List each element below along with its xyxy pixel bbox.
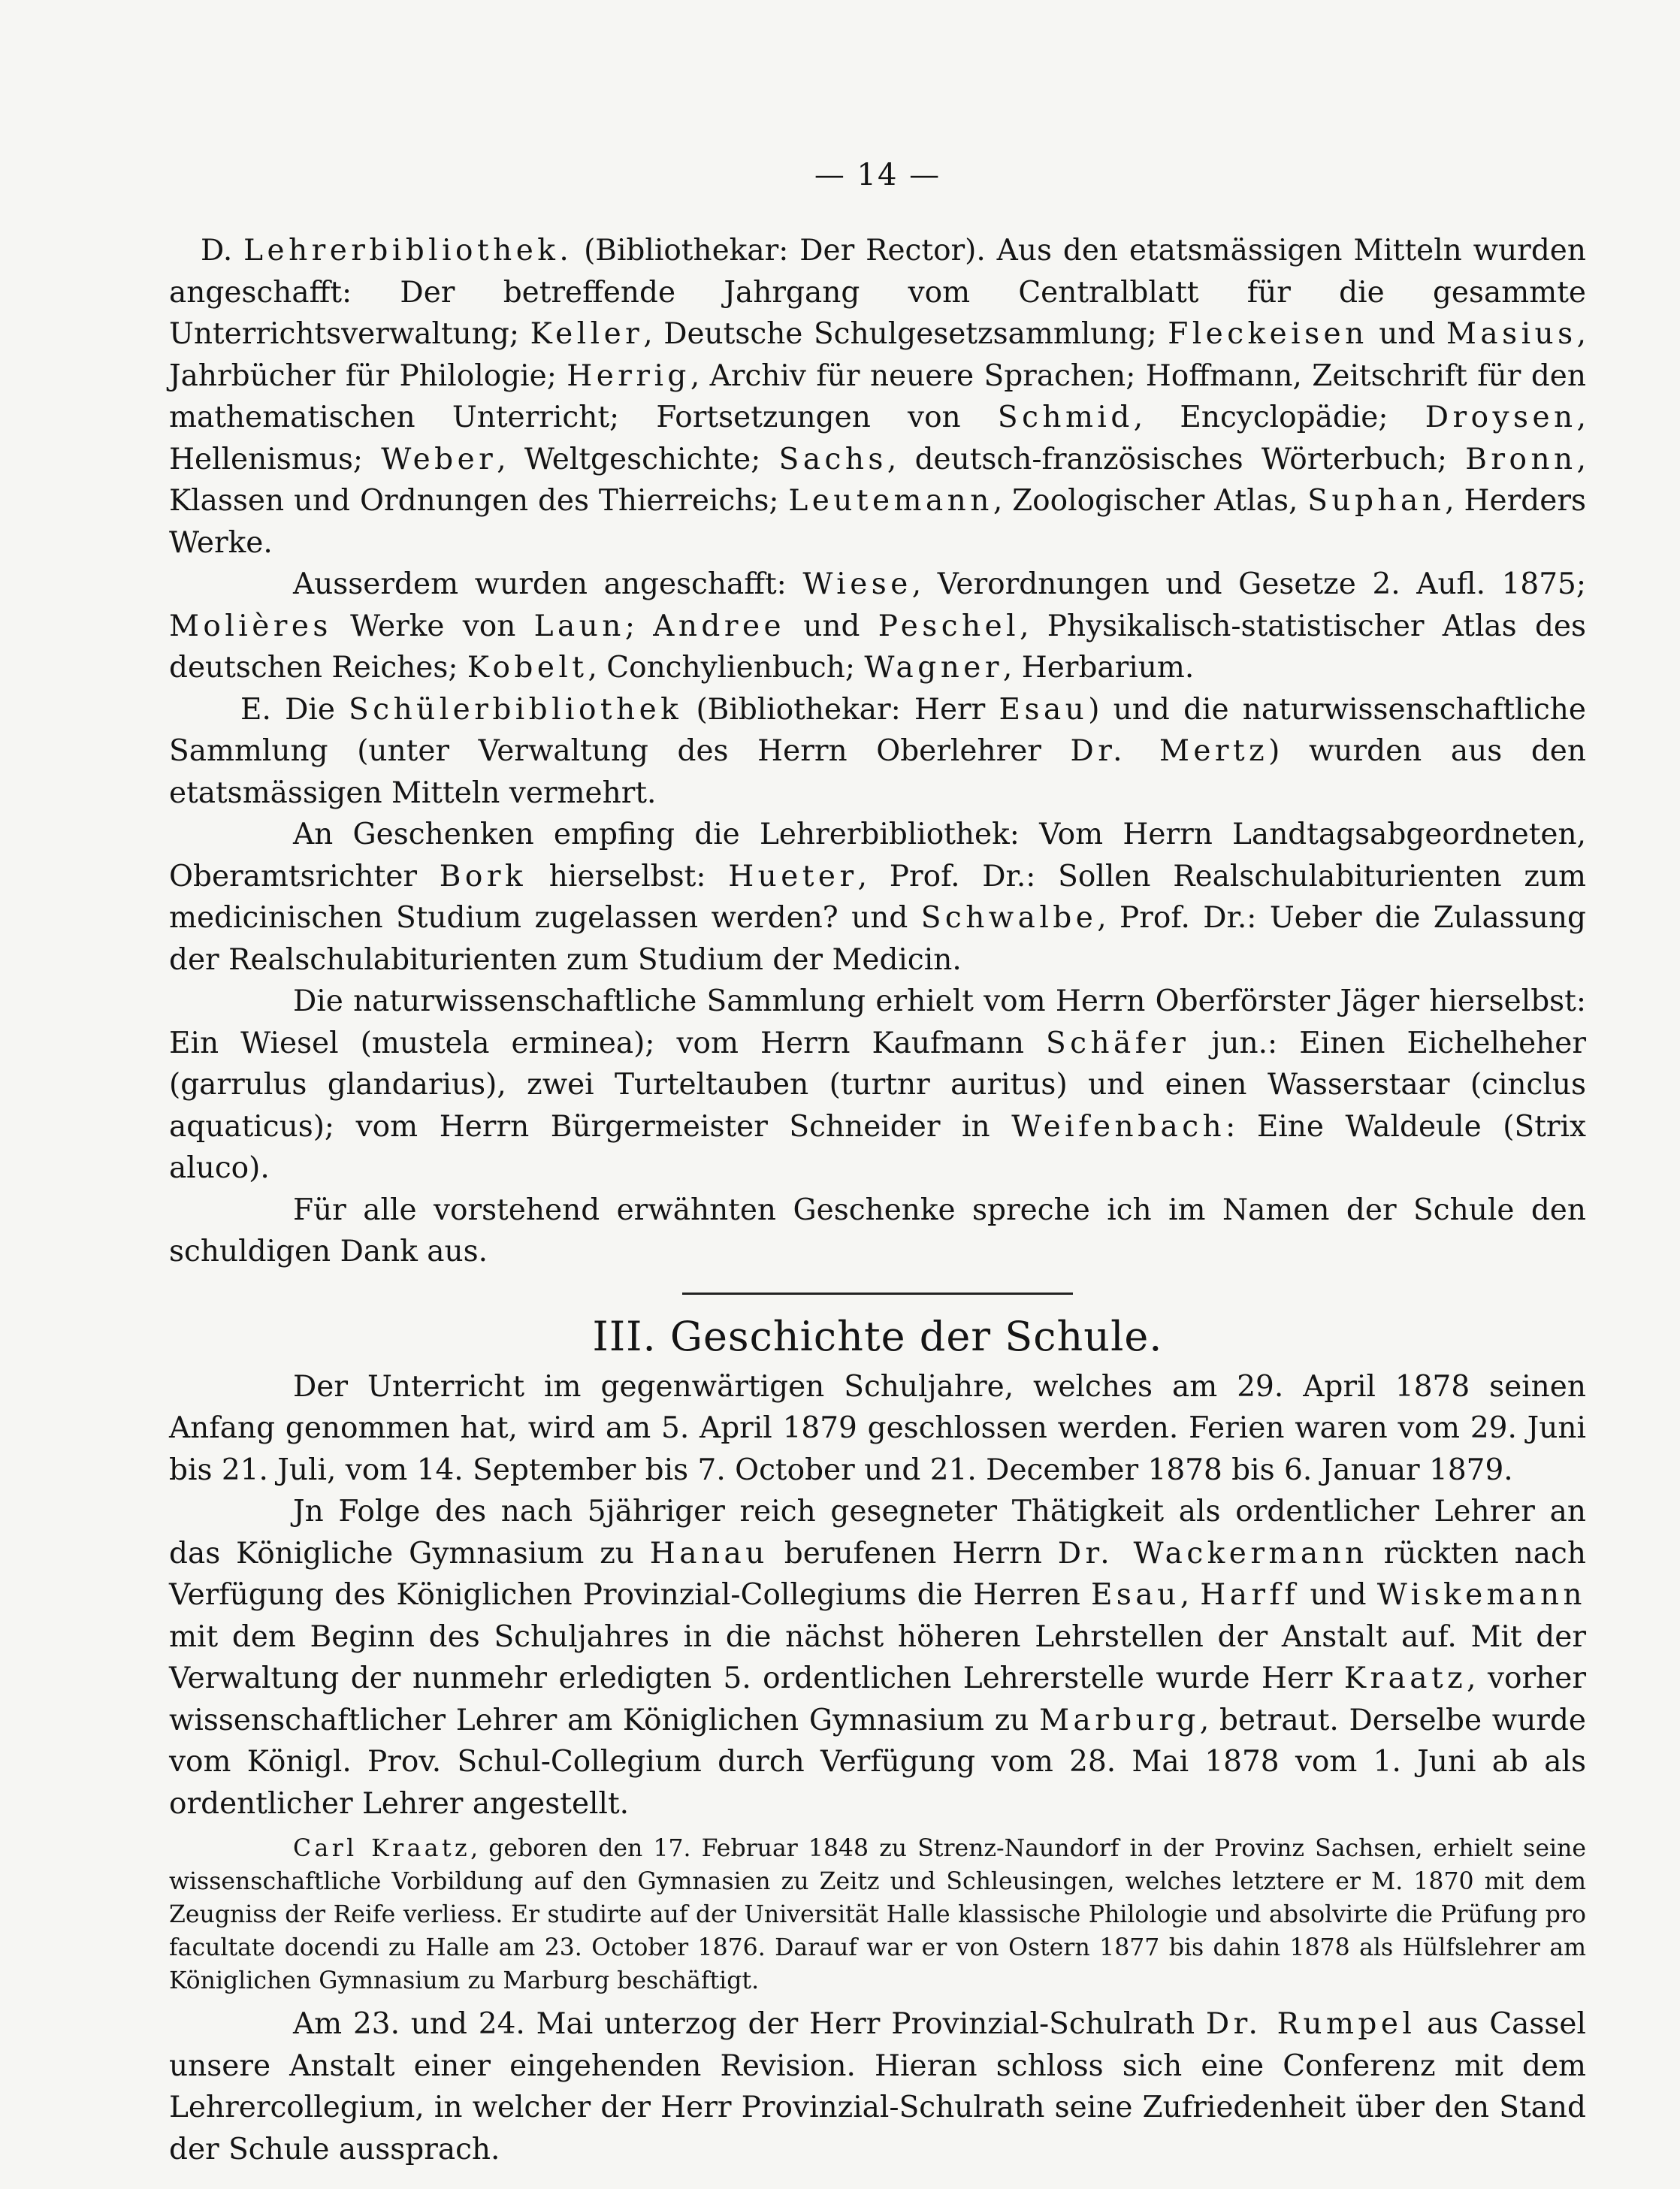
name-masius: Masius	[1446, 317, 1577, 351]
name-esau-2: Esau	[1091, 1578, 1180, 1612]
name-keller: Keller	[530, 317, 644, 351]
name-hanau: Hanau	[649, 1536, 769, 1571]
name-kraatz: Kraatz	[1343, 1661, 1467, 1695]
name-molieres: Molières	[169, 609, 332, 643]
name-droysen: Droysen	[1425, 401, 1577, 434]
staff-changes-paragraph: Jn Folge des nach 5jähriger reich gesegneter Thätigkeit als ordentlicher Lehrer an das Königliche Gymnasium zu Hanau berufenen Herrn Dr. Wackermann rückten nach Verfügung des Königlichen Provinzial-Collegiums die Herren Esau, Harff und Wiskemann mit dem Beginn des Schuljahres in die nächst höheren Lehrstellen der Anstalt auf. Mit der Verwaltung der nunmehr erledigten 5. ordentlichen Lehrerstelle wurde Herr Kraatz, vorher wissenschaftlicher Lehrer am Königlichen Gymnasium zu Marburg, betraut. Derselbe wurde vom Königl. Prov. Schul-Collegium durch Verfügung vom 28. Mai 1878 vom 1. Juni ab als ordentlicher Lehrer angestellt.	[169, 1495, 1586, 1821]
section-d-heading: Lehrerbibliothek.	[243, 234, 573, 268]
name-kobelt: Kobelt	[467, 651, 588, 685]
name-sachs: Sachs	[778, 442, 887, 476]
revision-paragraph: Am 23. und 24. Mai unterzog der Herr Provinzial-Schulrath Dr. Rumpel aus Cassel unsere Anstalt einer eingehenden Revision. Hieran schloss sich eine Conferenz mit dem Lehrercollegium, in welcher der Herr Provinzial-Schulrath seine Zufriedenheit über den Stand der Schule aussprach.	[169, 2007, 1586, 2166]
name-fleckeisen: Fleckeisen	[1168, 317, 1368, 351]
name-leutemann: Leutemann	[788, 484, 993, 518]
name-laun: Laun	[533, 609, 625, 643]
name-weber: Weber	[381, 442, 497, 476]
name-mertz: Dr. Mertz	[1070, 734, 1269, 768]
name-wiese: Wiese	[802, 567, 912, 601]
section-divider	[682, 1293, 1073, 1295]
name-peschel: Peschel	[878, 609, 1020, 643]
name-wiskemann: Wiskemann	[1376, 1578, 1586, 1612]
section-iii-title: III. Geschichte der Schule.	[592, 1312, 1163, 1360]
page-number: — 14 —	[814, 158, 941, 192]
name-esau: Esau	[999, 692, 1089, 727]
name-schaefer: Schäfer	[1045, 1026, 1190, 1060]
section-d-label: D.	[201, 234, 233, 268]
name-hoffmann: Hoffmann	[1145, 358, 1293, 393]
name-harff: Harff	[1200, 1578, 1300, 1612]
name-marburg: Marburg	[1039, 1703, 1200, 1737]
section-e-paragraph: E. Die Schülerbibliothek (Bibliothekar: Herr Esau) und die naturwissenschaftliche Sammlung (unter Verwaltung des Herrn Oberlehrer Dr. Mertz) wurden aus den etatsmässigen Mitteln vermehrt.	[169, 692, 1587, 810]
name-weifenbach: Weifenbach	[1011, 1109, 1226, 1144]
biography-note: Carl Kraatz, geboren den 17. Februar 1848 zu Strenz-Naundorf in der Provinz Sachsen, erhielt seine wissenschaftliche Vorbildung auf den Gymnasien zu Zeitz und Schleusingen, welches letztere er M. 1870 mit dem Zeugniss der Reife verliess. Er studirte auf der Universität Halle klassische Philologie und absolvirte die Prüfung pro facultate docendi zu Halle am 23. October 1876. Darauf war er von Ostern 1877 bis dahin 1878 als Hülfslehrer am Königlichen Gymnasium zu Marburg beschäftigt.	[169, 1835, 1586, 1994]
name-andree: Andree	[653, 609, 786, 643]
name-bork: Bork	[439, 859, 527, 893]
name-wagner: Wagner	[864, 651, 1003, 685]
name-hueter: Hueter	[728, 859, 858, 893]
name-schmid: Schmid	[997, 401, 1134, 434]
name-herrig: Herrig	[567, 358, 690, 393]
name-suphan: Suphan	[1307, 484, 1446, 518]
thanks-paragraph: Für alle vorstehend erwähnten Geschenke spreche ich im Namen der Schule den schuldigen Dank aus.	[169, 1193, 1586, 1268]
name-wackermann: Dr. Wackermann	[1057, 1536, 1368, 1571]
section-d-paragraph: D. Lehrerbibliothek. (Bibliothekar: Der Rector). Aus den etatsmässigen Mitteln wurden angeschafft: Der betreffende Jahrgang vom Centralblatt für die gesammte Unterrichtsverwaltung; Keller, Deutsche Schulgesetzsammlung; Fleckeisen und Masius, Jahrbücher für Philologie; Herrig, Archiv für neuere Sprachen; Hoffmann, Zeitschrift für den mathematischen Unterricht; Fortsetzungen von Schmid, Encyclopädie; Droysen, Hellenismus; Weber, Weltgeschichte; Sachs, deutsch-französisches Wörterbuch; Bronn, Klassen und Ordnungen des Thierreichs; Leutemann, Zoologischer Atlas, Suphan, Herders Werke.	[169, 234, 1587, 560]
gifts-collection-paragraph: Die naturwissenschaftliche Sammlung erhielt vom Herrn Oberförster Jäger hierselbst: Ein Wiesel (mustela erminea); vom Herrn Kaufmann Schäfer jun.: Einen Eichelheher (garrulus glandarius), zwei Turteltauben (turtnr auritus) und einen Wasserstaar (cinclus aquaticus); vom Herrn Bürgermeister Schneider in Weifenbach: Eine Waldeule (Strix aluco).	[169, 984, 1587, 1185]
name-rumpel: Dr. Rumpel	[1205, 2007, 1416, 2041]
name-schwalbe: Schwalbe	[920, 901, 1098, 935]
gifts-library-paragraph: An Geschenken empfing die Lehrerbibliothek: Vom Herrn Landtagsabgeordneten, Oberamtsrichter Bork hierselbst: Hueter, Prof. Dr.: Sollen Realschulabiturienten zum medicinischen Studium zugelassen werden? und Schwalbe, Prof. Dr.: Ueber die Zulassung der Realschulabiturienten zum Studium der Medicin.	[169, 818, 1586, 977]
acquisitions-paragraph: Ausserdem wurden angeschafft: Wiese, Verordnungen und Gesetze 2. Aufl. 1875; Molières Werke von Laun; Andree und Peschel, Physikalisch-statistischer Atlas des deutschen Reiches; Kobelt, Conchylienbuch; Wagner, Herbarium.	[169, 567, 1587, 685]
name-carl-kraatz: Carl Kraatz	[293, 1835, 471, 1862]
name-bronn: Bronn	[1465, 442, 1577, 476]
section-e-heading: Schülerbibliothek	[349, 692, 683, 727]
school-year-paragraph: Der Unterricht im gegenwärtigen Schuljahre, welches am 29. April 1878 seinen Anfang genommen hat, wird am 5. April 1879 geschlossen werden. Ferien waren vom 29. Juni bis 21. Juli, vom 14. September bis 7. October und 21. December 1878 bis 6. Januar 1879.	[169, 1369, 1586, 1487]
section-e-label: E. Die	[240, 692, 349, 727]
